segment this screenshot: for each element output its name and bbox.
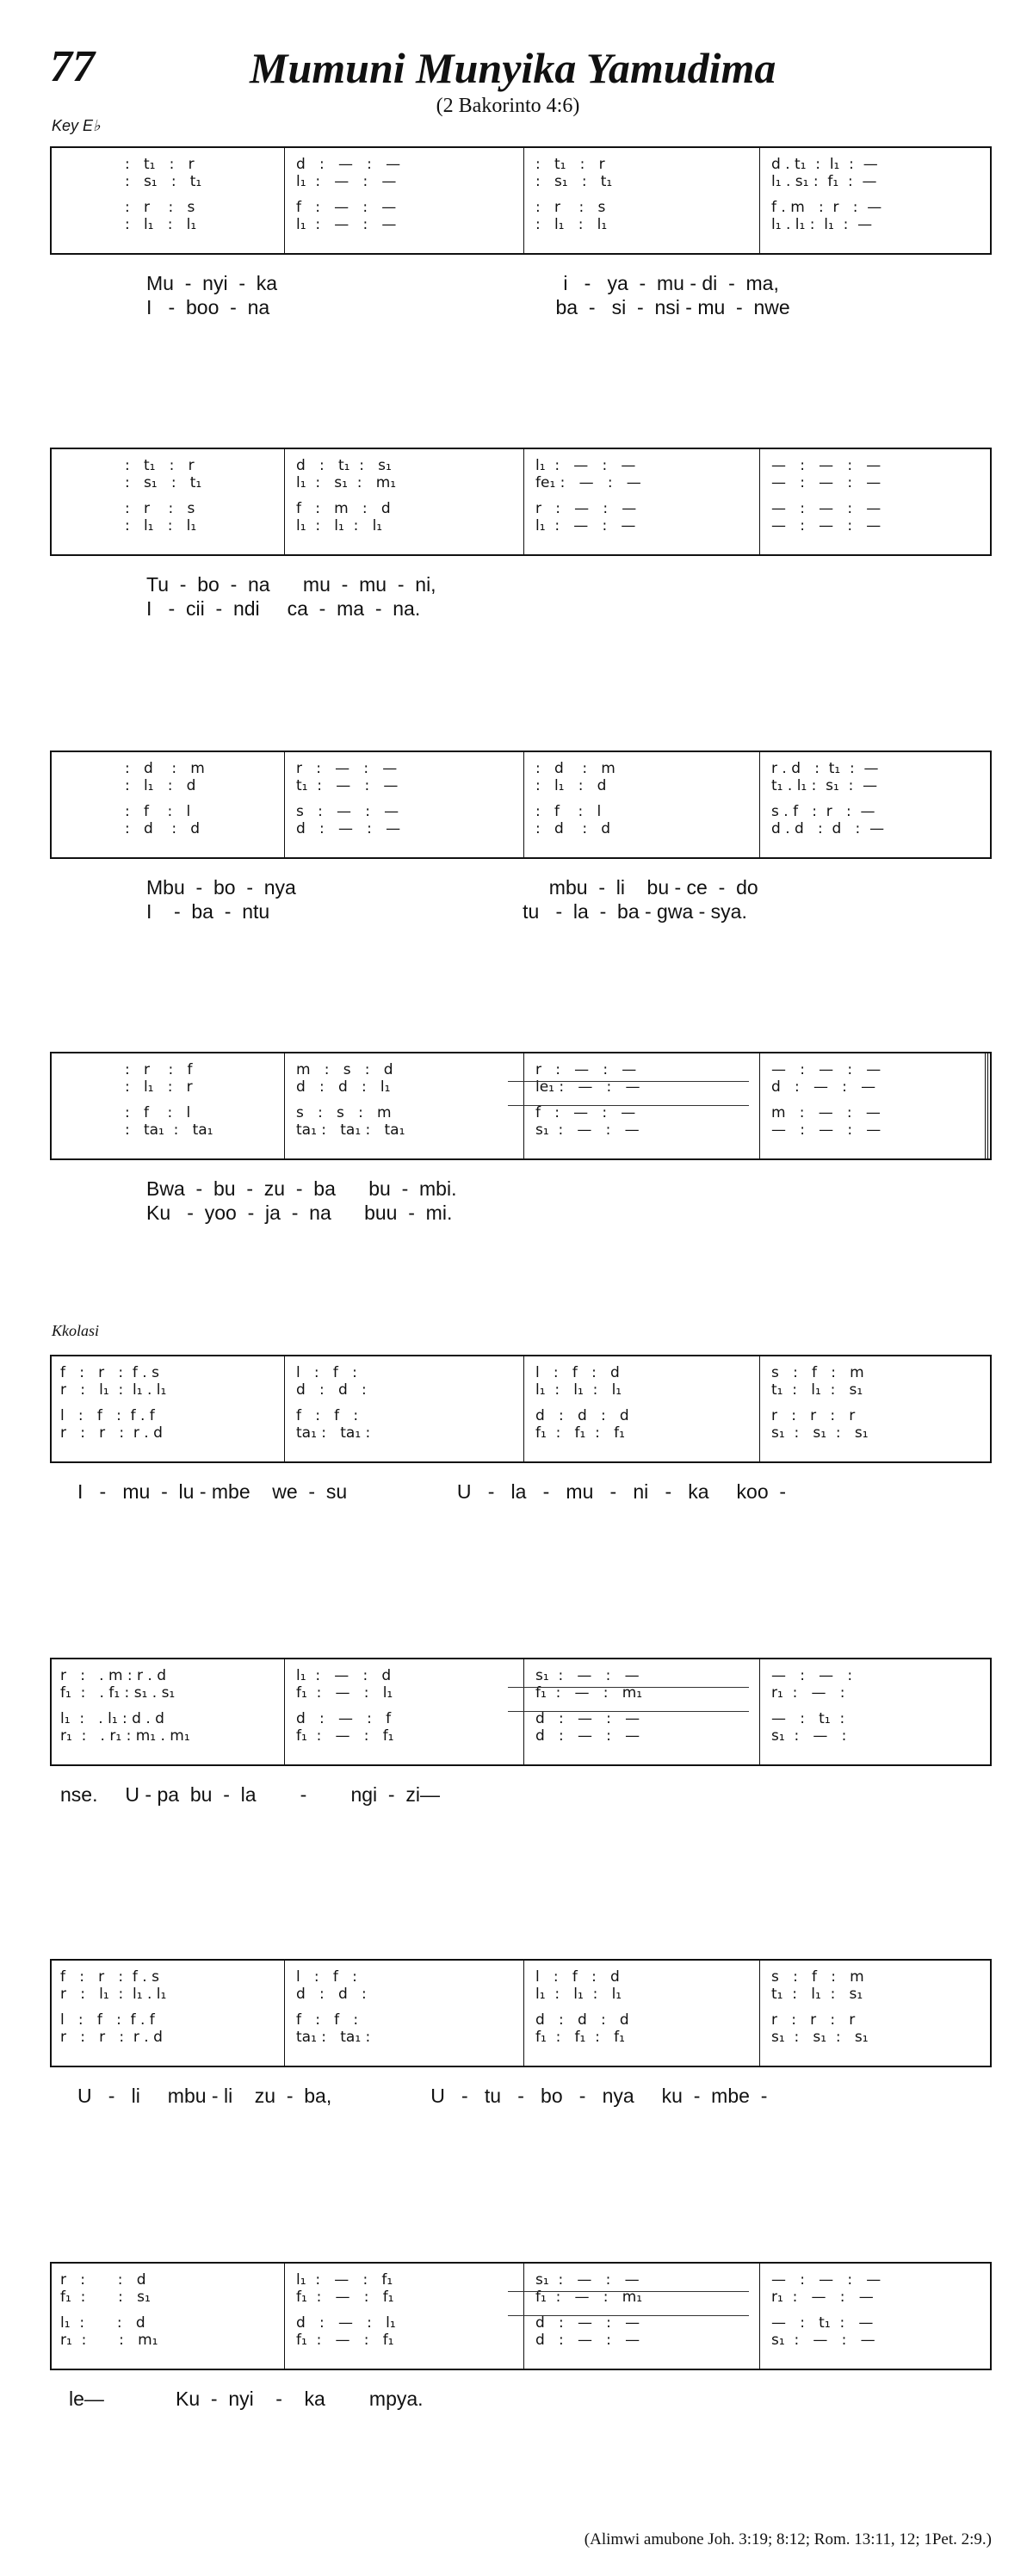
solfa-measure: f : f :: [296, 2011, 359, 2029]
solfa-measure: m : — : —: [771, 1104, 881, 1121]
solfa-measure: — : t₁ : —: [771, 2314, 874, 2332]
solfa-measure: : d : m: [125, 760, 205, 777]
solfa-measure: s₁ : — : —: [535, 2271, 640, 2289]
solfa-measure: f₁ : : s₁: [60, 2289, 151, 2306]
solfa-measure: d : d :: [296, 1381, 367, 1399]
solfa-measure: t₁ : l₁ : s₁: [771, 1986, 863, 2003]
solfa-measure: l₁ : l₁ : l₁: [296, 517, 383, 534]
tie-line: [508, 1105, 749, 1106]
solfa-measure: : d : d: [125, 820, 201, 837]
solfa-row: [52, 515, 990, 537]
solfa-measure: d : d :: [296, 1986, 367, 2003]
solfa-measure: t₁ . l₁ : s₁ : —: [771, 777, 878, 794]
solfa-measure: — : — : —: [771, 500, 881, 517]
solfa-measure: : l₁ : l₁: [535, 216, 608, 233]
solfa-measure: : s₁ : t₁: [125, 173, 202, 190]
solfa-measure: f₁ : — : m₁: [535, 1684, 643, 1702]
solfa-measure: d : — : —: [535, 2332, 640, 2349]
solfa-measure: f₁ : f₁ : f₁: [535, 1424, 625, 1442]
lyric-line: Ku - yoo - ja - na buu - mi.: [146, 1202, 453, 1224]
solfa-measure: r : : d: [60, 2271, 146, 2289]
tie-line: [508, 1081, 749, 1082]
solfa-measure: d : — : —: [296, 820, 401, 837]
solfa-measure: : l₁ : r: [125, 1078, 193, 1096]
lyric-line: U - li mbu - li zu - ba, U - tu - bo - nya ku - mbe -: [77, 2085, 768, 2107]
solfa-row: [52, 213, 990, 236]
solfa-measure: s₁ : — : —: [771, 2332, 875, 2349]
solfa-measure: l₁ : — : d: [296, 1667, 392, 1684]
tie-line: [508, 2291, 749, 2292]
solfa-measure: d : — : f: [296, 1710, 392, 1727]
solfa-measure: : l₁ : l₁: [125, 216, 197, 233]
solfa-measure: f₁ : — : f₁: [296, 1727, 394, 1745]
solfa-measure: d : — : —: [535, 2314, 640, 2332]
solfa-measure: d : — : —: [296, 156, 401, 173]
solfa-measure: l₁ : . l₁ : d . d: [60, 1710, 164, 1727]
tie-line: [508, 1687, 749, 1688]
solfa-measure: r : r : r: [771, 1407, 856, 1424]
solfa-measure: : s₁ : t₁: [125, 474, 202, 491]
lyric-line: Mbu - bo - nya mbu - li bu - ce - do: [146, 876, 758, 899]
solfa-measure: s : s : m: [296, 1104, 392, 1121]
staff-system: [50, 751, 992, 859]
lyric-line: I - boo - na ba - si - nsi - mu - nwe: [146, 296, 790, 318]
solfa-measure: r₁ : : m₁: [60, 2332, 158, 2349]
scripture-reference: (2 Bakorinto 4:6): [436, 95, 580, 117]
solfa-measure: — : — : —: [771, 457, 881, 474]
solfa-measure: : r : s: [125, 199, 195, 216]
key-signature: Key E♭: [52, 117, 101, 134]
solfa-measure: s₁ : — : —: [535, 1667, 640, 1684]
solfa-measure: l₁ : : d: [60, 2314, 145, 2332]
lyric-line: Mu - nyi - ka i - ya - mu - di - ma,: [146, 272, 779, 294]
solfa-measure: f₁ : — : f₁: [296, 2289, 394, 2306]
solfa-measure: — : — : —: [771, 474, 881, 491]
solfa-measure: f₁ : . f₁ : s₁ . s₁: [60, 1684, 176, 1702]
solfa-measure: d . t₁ : l₁ : —: [771, 156, 878, 173]
solfa-measure: s : — : —: [296, 803, 399, 820]
solfa-row: [52, 472, 990, 494]
solfa-measure: l₁ : — : f₁: [296, 2271, 393, 2289]
solfa-measure: l₁ : s₁ : m₁: [296, 474, 397, 491]
solfa-measure: t₁ : — : —: [296, 777, 399, 794]
solfa-measure: f . m : r : —: [771, 199, 882, 216]
solfa-measure: r₁ : — : —: [771, 2289, 874, 2306]
solfa-measure: r : r : r: [771, 2011, 856, 2029]
solfa-measure: : t₁ : r: [535, 156, 605, 173]
solfa-measure: f₁ : — : l₁: [296, 1684, 393, 1702]
staff-system: [50, 1959, 992, 2067]
solfa-measure: f₁ : — : m₁: [535, 2289, 643, 2306]
solfa-measure: : f : l: [125, 803, 191, 820]
solfa-measure: — : t₁ :: [771, 1710, 845, 1727]
solfa-row: [52, 170, 990, 193]
solfa-measure: f : r : f . s: [60, 1968, 159, 1986]
tie-line: [508, 2315, 749, 2316]
solfa-measure: r : r : r . d: [60, 1424, 163, 1442]
solfa-measure: d : — : l₁: [296, 2314, 396, 2332]
solfa-measure: : f : l: [125, 1104, 191, 1121]
solfa-measure: l₁ : l₁ : l₁: [535, 1986, 622, 2003]
solfa-measure: : d : m: [535, 760, 615, 777]
solfa-measure: le₁ : — : —: [535, 1078, 640, 1096]
solfa-measure: f₁ : f₁ : f₁: [535, 2029, 625, 2046]
solfa-measure: : l₁ : l₁: [125, 517, 197, 534]
solfa-measure: d : d : l₁: [296, 1078, 391, 1096]
solfa-measure: l₁ : — : —: [296, 216, 397, 233]
solfa-measure: s₁ : s₁ : s₁: [771, 1424, 869, 1442]
solfa-measure: l₁ . l₁ : l₁ : —: [771, 216, 873, 233]
lyric-line: I - mu - lu - mbe we - su U - la - mu - ni - ka koo -: [77, 1480, 787, 1503]
lyric-line: Tu - bo - na mu - mu - ni,: [146, 573, 436, 596]
solfa-measure: r : l₁ : l₁ . l₁: [60, 1986, 167, 2003]
solfa-measure: l₁ : — : —: [535, 517, 636, 534]
solfa-measure: f : — : —: [296, 199, 397, 216]
lyric-line: nse. U - pa bu - la - ngi - zi—: [60, 1783, 440, 1806]
solfa-measure: : f : l: [535, 803, 602, 820]
solfa-measure: : r : s: [535, 199, 606, 216]
solfa-measure: : ta₁ : ta₁: [125, 1121, 213, 1139]
solfa-measure: d : — : —: [535, 1727, 640, 1745]
solfa-measure: — : — : —: [771, 517, 881, 534]
solfa-measure: r : r : r . d: [60, 2029, 163, 2046]
solfa-measure: d : — : —: [771, 1078, 876, 1096]
solfa-measure: : l₁ : d: [125, 777, 196, 794]
solfa-measure: : d : d: [535, 820, 611, 837]
solfa-measure: r : — : —: [296, 760, 398, 777]
solfa-measure: f : f :: [296, 1407, 359, 1424]
solfa-measure: s : f : m: [771, 1364, 864, 1381]
solfa-measure: l : f : f . f: [60, 2011, 155, 2029]
solfa-measure: — : — :: [771, 1667, 853, 1684]
staff-system: [50, 448, 992, 556]
solfa-measure: f : r : f . s: [60, 1364, 159, 1381]
solfa-measure: : r : f: [125, 1061, 193, 1078]
solfa-measure: t₁ : l₁ : s₁: [771, 1381, 863, 1399]
hymn-title: Mumuni Munyika Yamudima: [250, 44, 776, 92]
solfa-measure: r : — : —: [535, 500, 637, 517]
solfa-measure: : s₁ : t₁: [535, 173, 613, 190]
solfa-measure: s : f : m: [771, 1968, 864, 1986]
solfa-measure: l : f :: [296, 1364, 357, 1381]
staff-system: [50, 146, 992, 255]
lyric-line: le— Ku - nyi - ka mpya.: [69, 2388, 424, 2410]
solfa-measure: l : f : f . f: [60, 1407, 155, 1424]
staff-system: [50, 1052, 992, 1160]
solfa-row: [52, 1076, 990, 1098]
solfa-row: [52, 1119, 990, 1141]
solfa-measure: d : t₁ : s₁: [296, 457, 392, 474]
solfa-measure: m : s : d: [296, 1061, 393, 1078]
solfa-row: [52, 1379, 990, 1401]
solfa-measure: : t₁ : r: [125, 457, 195, 474]
solfa-measure: — : — : —: [771, 2271, 881, 2289]
solfa-row: [52, 2286, 990, 2308]
lyric-line: Bwa - bu - zu - ba bu - mbi.: [146, 1177, 457, 1200]
solfa-measure: — : — : —: [771, 1061, 881, 1078]
solfa-measure: l : f :: [296, 1968, 357, 1986]
solfa-measure: l₁ : — : —: [535, 457, 636, 474]
solfa-row: [52, 818, 990, 840]
solfa-measure: s₁ : s₁ : s₁: [771, 2029, 869, 2046]
solfa-measure: r : . m : r . d: [60, 1667, 167, 1684]
lyric-line: I - ba - ntu tu - la - ba - gwa - sya.: [146, 900, 747, 923]
solfa-measure: d : d : d: [535, 2011, 629, 2029]
solfa-measure: r₁ : — :: [771, 1684, 845, 1702]
solfa-row: [52, 2329, 990, 2351]
staff-system: [50, 2262, 992, 2370]
solfa-measure: r : — : —: [535, 1061, 637, 1078]
solfa-measure: f : — : —: [535, 1104, 636, 1121]
solfa-measure: : l₁ : d: [535, 777, 607, 794]
staff-system: [50, 1355, 992, 1463]
solfa-measure: r : l₁ : l₁ . l₁: [60, 1381, 167, 1399]
lyric-line: I - cii - ndi ca - ma - na.: [146, 597, 421, 620]
solfa-measure: d : — : —: [535, 1710, 640, 1727]
chorus-label: Kkolasi: [52, 1322, 100, 1339]
solfa-measure: l₁ : l₁ : l₁: [535, 1381, 622, 1399]
solfa-measure: l₁ . s₁ : f₁ : —: [771, 173, 877, 190]
solfa-row: [52, 1725, 990, 1747]
solfa-measure: d . d : d : —: [771, 820, 885, 837]
solfa-measure: ta₁ : ta₁ : ta₁: [296, 1121, 405, 1139]
footer-references: (Alimwi amubone Joh. 3:19; 8:12; Rom. 13:11, 12; 1Pet. 2:9.): [584, 2530, 992, 2548]
solfa-measure: s₁ : — : —: [535, 1121, 640, 1139]
solfa-measure: ta₁ : ta₁ :: [296, 1424, 371, 1442]
solfa-row: [52, 775, 990, 797]
solfa-measure: s . f : r : —: [771, 803, 875, 820]
solfa-measure: l₁ : — : —: [296, 173, 397, 190]
solfa-measure: — : — : —: [771, 1121, 881, 1139]
solfa-measure: l : f : d: [535, 1968, 620, 1986]
solfa-measure: l : f : d: [535, 1364, 620, 1381]
solfa-measure: : t₁ : r: [125, 156, 195, 173]
solfa-row: [52, 1983, 990, 2005]
solfa-row: [52, 1422, 990, 1444]
solfa-measure: s₁ : — :: [771, 1727, 847, 1745]
solfa-measure: r . d : t₁ : —: [771, 760, 879, 777]
solfa-row: [52, 2026, 990, 2048]
solfa-measure: r₁ : . r₁ : m₁ . m₁: [60, 1727, 190, 1745]
solfa-measure: fe₁ : — : —: [535, 474, 641, 491]
tie-line: [508, 1711, 749, 1712]
hymn-number: 77: [50, 42, 95, 91]
solfa-row: [52, 1682, 990, 1704]
staff-system: [50, 1658, 992, 1766]
solfa-measure: f : m : d: [296, 500, 391, 517]
solfa-measure: : r : s: [125, 500, 195, 517]
solfa-measure: d : d : d: [535, 1407, 629, 1424]
solfa-measure: f₁ : — : f₁: [296, 2332, 394, 2349]
solfa-measure: ta₁ : ta₁ :: [296, 2029, 371, 2046]
